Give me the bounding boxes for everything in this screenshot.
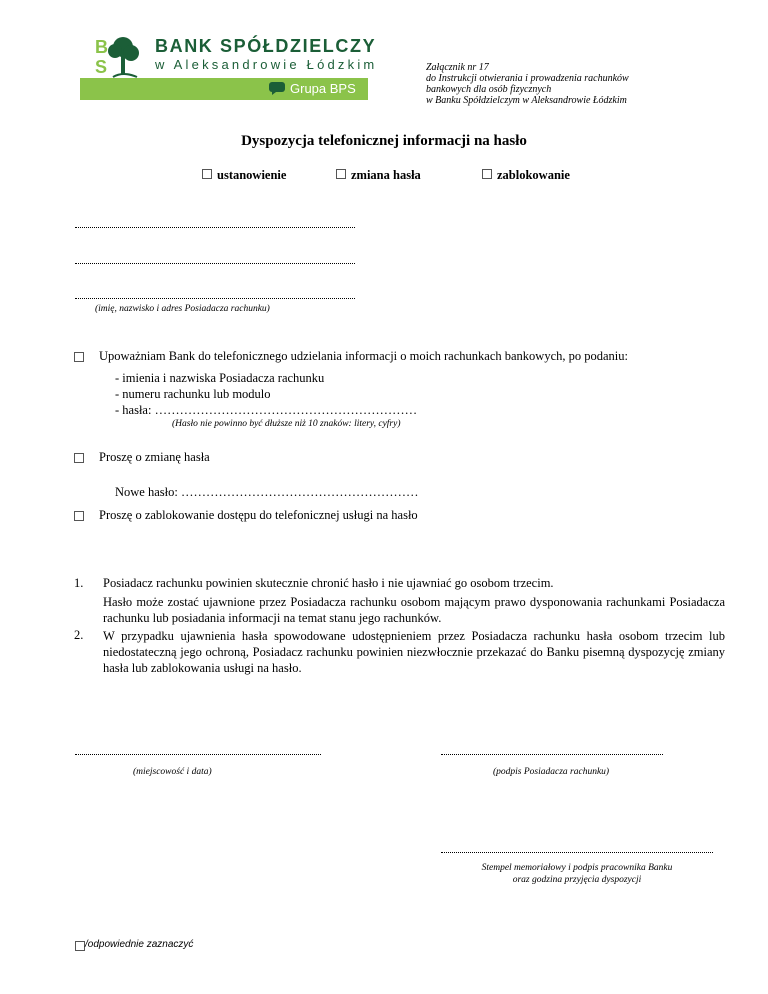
place-date-caption: (miejscowość i data) xyxy=(133,767,212,777)
change-text: Proszę o zmianę hasła xyxy=(99,450,210,464)
holder-caption: (imię, nazwisko i adres Posiadacza rachunku) xyxy=(95,304,270,314)
annex-note xyxy=(426,62,746,106)
holder-signature-caption: (podpis Posiadacza rachunku) xyxy=(493,767,610,777)
holder-signature-line[interactable] xyxy=(441,752,663,755)
option-label: zablokowanie xyxy=(497,168,570,182)
password-note: (Hasło nie powinno być dłuższe niż 10 znaków: litery, cyfry) xyxy=(172,419,401,429)
holder-line[interactable] xyxy=(75,296,355,299)
block-text: Proszę o zablokowanie dostępu do telefonicznej usługi na hasło xyxy=(99,508,418,522)
annex-line: bankowych dla osób fizycznych xyxy=(426,84,552,95)
rule-number: 1. xyxy=(74,576,84,590)
annex-line: w Banku Spółdzielczym w Aleksandrowie Łódzkim xyxy=(426,95,627,106)
rule-number: 2. xyxy=(74,628,84,642)
password-field[interactable]: - hasła: ……………………………………………………… xyxy=(115,403,418,417)
block-checkbox[interactable] xyxy=(74,511,84,521)
rule-text: Posiadacz rachunku powinien skutecznie chronić hasło i nie ujawniać go osobom trzecim. xyxy=(103,576,554,590)
authorization-item: - numeru rachunku lub modulo xyxy=(115,387,271,401)
checkbox[interactable] xyxy=(482,169,492,179)
footer-checkbox-icon xyxy=(75,941,85,951)
page-title: Dyspozycja telefonicznej informacji na hasło xyxy=(241,133,527,149)
bank-city: w Aleksandrowie Łódzkim xyxy=(155,57,378,72)
bank-name: BANK SPÓŁDZIELCZY xyxy=(155,36,377,56)
stamp-caption: oraz godzina przyjęcia dyspozycji xyxy=(512,875,642,885)
checkbox[interactable] xyxy=(202,169,212,179)
footer-note: /odpowiednie zaznaczyć xyxy=(85,939,194,950)
holder-line[interactable] xyxy=(75,225,355,228)
checkbox[interactable] xyxy=(336,169,346,179)
svg-text:S: S xyxy=(95,57,108,77)
option-label: zmiana hasła xyxy=(351,168,421,182)
stamp-caption: Stempel memoriałowy i podpis pracownika Banku xyxy=(481,863,673,873)
option-label: ustanowienie xyxy=(217,168,287,182)
new-password-field[interactable]: Nowe hasło: ………………………………………………… xyxy=(115,485,419,499)
annex-line: Załącznik nr 17 xyxy=(426,62,489,73)
option-establish[interactable] xyxy=(202,168,286,183)
authorization-checkbox[interactable] xyxy=(74,352,84,362)
rule-text: W przypadku ujawnienia hasła spowodowane udostępnieniem przez Posiadacza rachunku hasła osobom trzecim lub niedostateczną jego ochroną, Posiadacz rachunku powinien niezwłocznie przekazać do Banku pisemną dyspozycję zmiany hasła lub zablokowania usługi na hasło. xyxy=(103,629,725,675)
tree-logo-icon xyxy=(93,33,145,79)
place-date-line[interactable] xyxy=(75,752,321,755)
group-label: Grupa BPS xyxy=(290,81,356,96)
stamp-line[interactable] xyxy=(441,850,713,853)
speech-bubble-icon xyxy=(268,81,286,96)
authorization-item: - imienia i nazwiska Posiadacza rachunku xyxy=(115,371,325,385)
holder-line[interactable] xyxy=(75,261,355,264)
svg-text:B: B xyxy=(95,37,108,57)
annex-line: do Instrukcji otwierania i prowadzenia rachunków xyxy=(426,73,629,84)
option-change[interactable] xyxy=(336,168,421,183)
authorization-text: Upoważniam Bank do telefonicznego udzielania informacji o moich rachunkach bankowych, po podaniu: xyxy=(99,349,628,363)
rule-text: Hasło może zostać ujawnione przez Posiadacza rachunku osobom mającym prawo dysponowania rachunkami Posiadacza rachunku lub posiadania informacji na temat stanu jego rachunków. xyxy=(103,595,725,625)
option-block[interactable] xyxy=(482,168,570,183)
change-checkbox[interactable] xyxy=(74,453,84,463)
